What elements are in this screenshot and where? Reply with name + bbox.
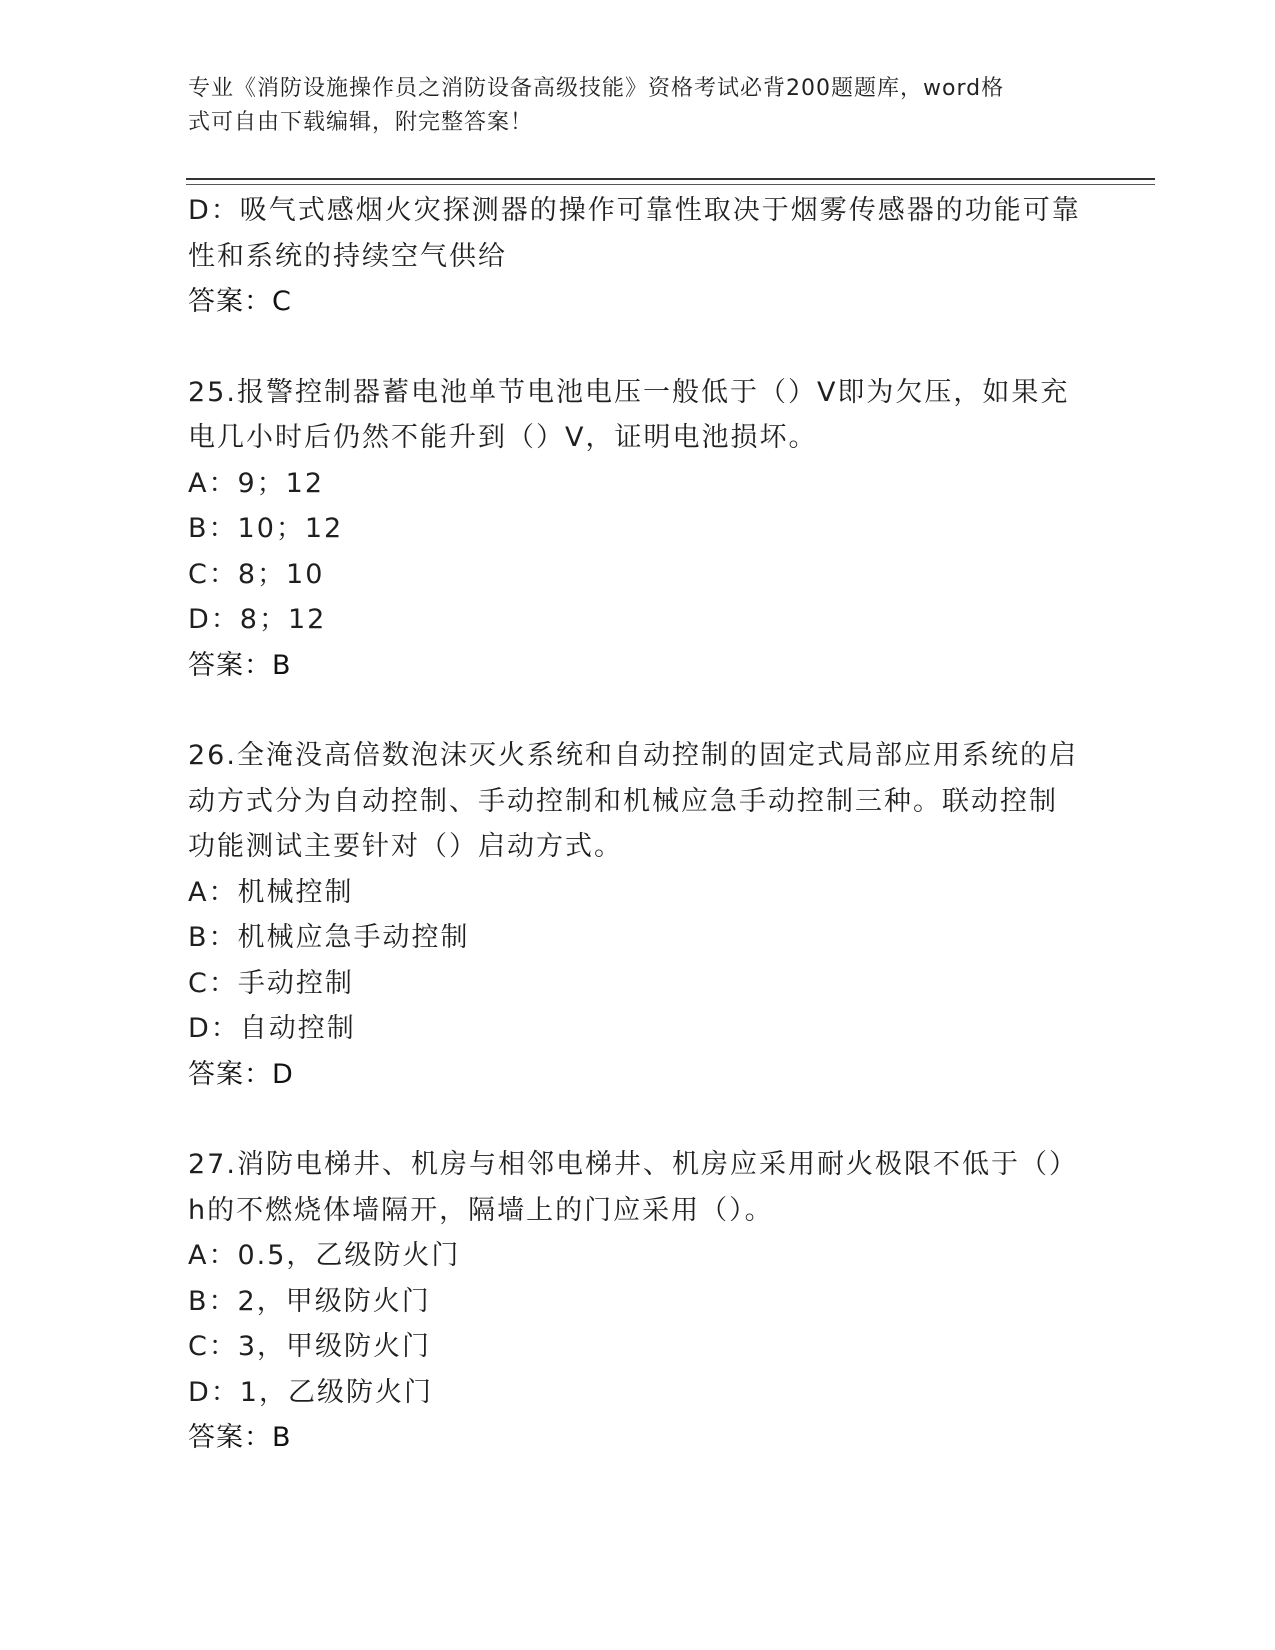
answer-line: 答案：C [188, 286, 292, 317]
spacer [188, 1097, 1088, 1142]
document-body [188, 188, 1088, 1461]
option-a: A：9；12 [188, 467, 325, 499]
question-stem-line: 电几小时后仍然不能升到（）V，证明电池损坏。 [188, 422, 818, 453]
question-25 [188, 370, 1088, 689]
question-27 [188, 1142, 1088, 1461]
option-c: C：手动控制 [188, 967, 354, 999]
option-d: D：自动控制 [188, 1013, 356, 1044]
option-d: D：吸气式感烟火灾探测器的操作可靠性取决于烟雾传感器的功能可靠 [188, 195, 1081, 226]
spacer [188, 688, 1088, 733]
question-stem-line: 25.报警控制器蓄电池单节电池电压一般低于（）V即为欠压，如果充 [188, 376, 1070, 408]
previous-question-tail [188, 188, 1088, 325]
question-stem-line: h的不燃烧体墙隔开，隔墙上的门应采用（）。 [188, 1194, 774, 1226]
answer-line: 答案：B [188, 1422, 292, 1453]
option-d: D：1，乙级防火门 [188, 1376, 433, 1408]
header-divider-thin [186, 184, 1155, 185]
header-line-1: 专业《消防设施操作员之消防设备高级技能》资格考试必背200题题库，word格 [188, 76, 1005, 101]
option-b: B：10；12 [188, 513, 344, 544]
option-c: C：3，甲级防火门 [188, 1331, 432, 1362]
option-c: C：8；10 [188, 558, 325, 590]
question-stem-line: 27.消防电梯井、机房与相邻电梯井、机房应采用耐火极限不低于（） [188, 1149, 1078, 1180]
answer-line: 答案：D [188, 1058, 294, 1090]
option-a: A：0.5，乙级防火门 [188, 1240, 461, 1271]
option-d: D：8；12 [188, 604, 327, 635]
option-d-continuation: 性和系统的持续空气供给 [188, 240, 507, 272]
header-divider-thick [186, 178, 1155, 180]
option-a: A：机械控制 [188, 876, 354, 908]
question-stem-line: 26.全淹没高倍数泡沫灭火系统和自动控制的固定式局部应用系统的启 [188, 740, 1078, 771]
question-stem-line: 功能测试主要针对（）启动方式。 [188, 831, 623, 862]
header-line-2: 式可自由下载编辑，附完整答案！ [188, 110, 534, 135]
question-26 [188, 733, 1088, 1097]
option-b: B：机械应急手动控制 [188, 922, 470, 953]
option-b: B：2，甲级防火门 [188, 1285, 431, 1317]
document-header [188, 72, 1068, 140]
spacer [188, 325, 1088, 370]
answer-line: 答案：B [188, 649, 292, 681]
question-stem-line: 动方式分为自动控制、手动控制和机械应急手动控制三种。联动控制 [188, 785, 1058, 817]
